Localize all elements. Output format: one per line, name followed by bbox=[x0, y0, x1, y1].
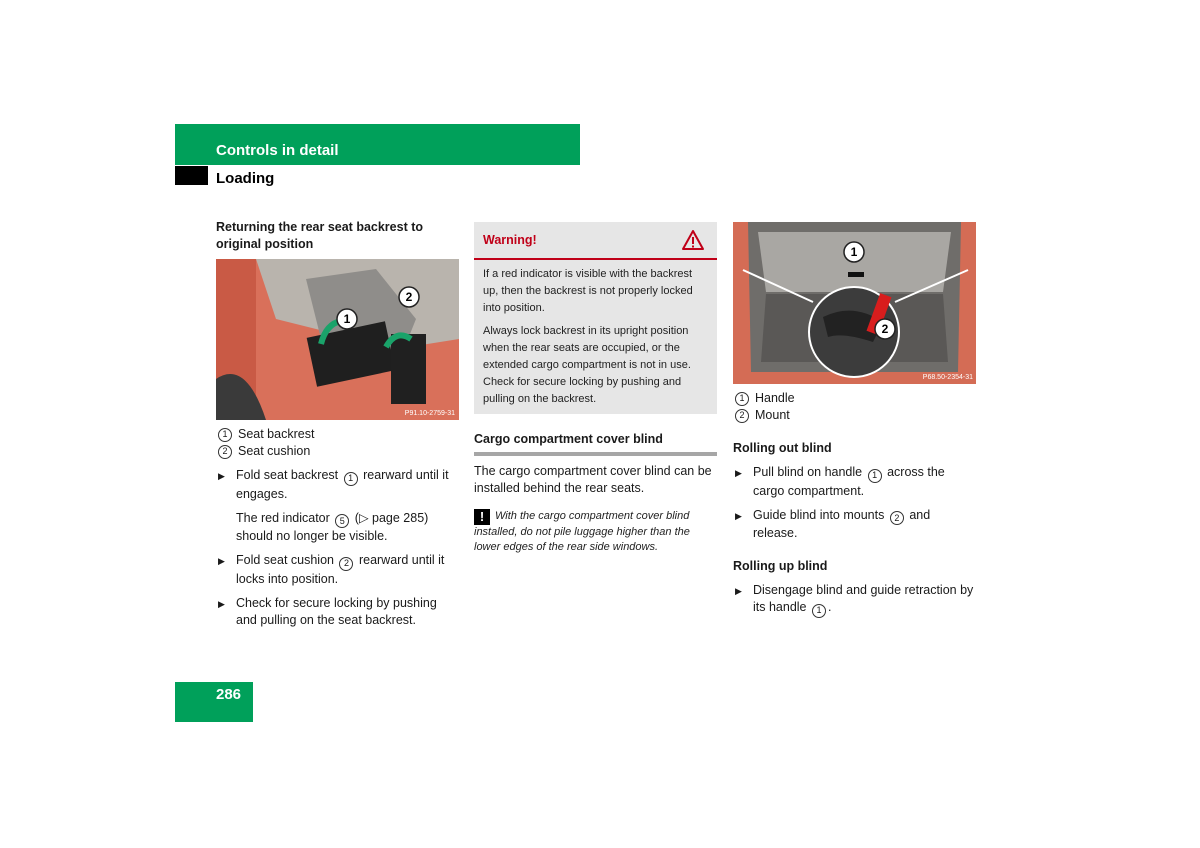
legend-seat-cushion: 2 Seat cushion bbox=[216, 443, 460, 460]
step-check-locking: ▶ Check for secure locking by pushing and pulling on the seat backrest. bbox=[216, 595, 460, 629]
chapter-title: Controls in detail bbox=[216, 142, 339, 159]
column-1 bbox=[216, 219, 460, 629]
svg-text:2: 2 bbox=[405, 290, 413, 304]
rear-seat-photo bbox=[216, 259, 459, 420]
page-number-box bbox=[175, 682, 253, 722]
cargo-blind-photo bbox=[733, 222, 976, 384]
rolling-out-heading: Rolling out blind bbox=[733, 441, 832, 455]
warning-text-1: If a red indicator is visible with the backrest up, then the backrest is not properly locked into position. bbox=[483, 268, 693, 314]
figure-code: P91.10-2759-31 bbox=[404, 410, 455, 417]
section-title: Loading bbox=[216, 170, 275, 187]
warning-triangle-icon bbox=[681, 229, 705, 251]
step-fold-cushion: ▶ Fold seat cushion 2 rearward until it locks into position. bbox=[216, 552, 460, 588]
page-number: 286 bbox=[216, 686, 242, 703]
luggage-note: ! With the cargo compartment cover blind installed, do not pile luggage higher than the lower edges of the rear side windows. bbox=[474, 509, 690, 553]
svg-text:1: 1 bbox=[850, 245, 858, 259]
warning-title: Warning! bbox=[483, 233, 537, 247]
section-marker bbox=[175, 166, 208, 185]
step-fold-backrest: ▶ Fold seat backrest 1 rearward until it engages. bbox=[216, 467, 460, 503]
note-red-indicator: The red indicator 5 (▷ page 285) should no longer be visible. bbox=[236, 510, 429, 543]
legend-mount: 2 Mount bbox=[733, 407, 977, 424]
figure-code: P68.50-2354-31 bbox=[922, 374, 973, 381]
column-2-body bbox=[474, 463, 718, 555]
warning-text-2: Always lock backrest in its upright position when the rear seats are occupied, or the extended cargo compartment is not in use. Check for secure locking by pushing and pulling on the backrest. bbox=[483, 325, 691, 405]
warning-box bbox=[474, 222, 717, 414]
cover-blind-paragraph: The cargo compartment cover blind can be installed behind the rear seats. bbox=[474, 464, 712, 495]
step-guide-blind: ▶ Guide blind into mounts 2 and release. bbox=[733, 507, 977, 543]
svg-text:1: 1 bbox=[343, 312, 351, 326]
svg-text:2: 2 bbox=[881, 322, 889, 336]
cover-blind-heading: Cargo compartment cover blind bbox=[474, 431, 717, 456]
exclamation-icon: ! bbox=[474, 509, 490, 525]
rolling-up-heading: Rolling up blind bbox=[733, 559, 828, 573]
legend-seat-backrest: 1 Seat backrest bbox=[216, 426, 460, 443]
backrest-heading: Returning the rear seat backrest to original position bbox=[216, 220, 424, 251]
step-disengage-blind: ▶ Disengage blind and guide retraction by its handle 1 . bbox=[733, 582, 977, 618]
step-pull-blind: ▶ Pull blind on handle 1 across the cargo compartment. bbox=[733, 464, 977, 500]
legend-handle: 1 Handle bbox=[733, 390, 977, 407]
column-3 bbox=[733, 216, 977, 618]
